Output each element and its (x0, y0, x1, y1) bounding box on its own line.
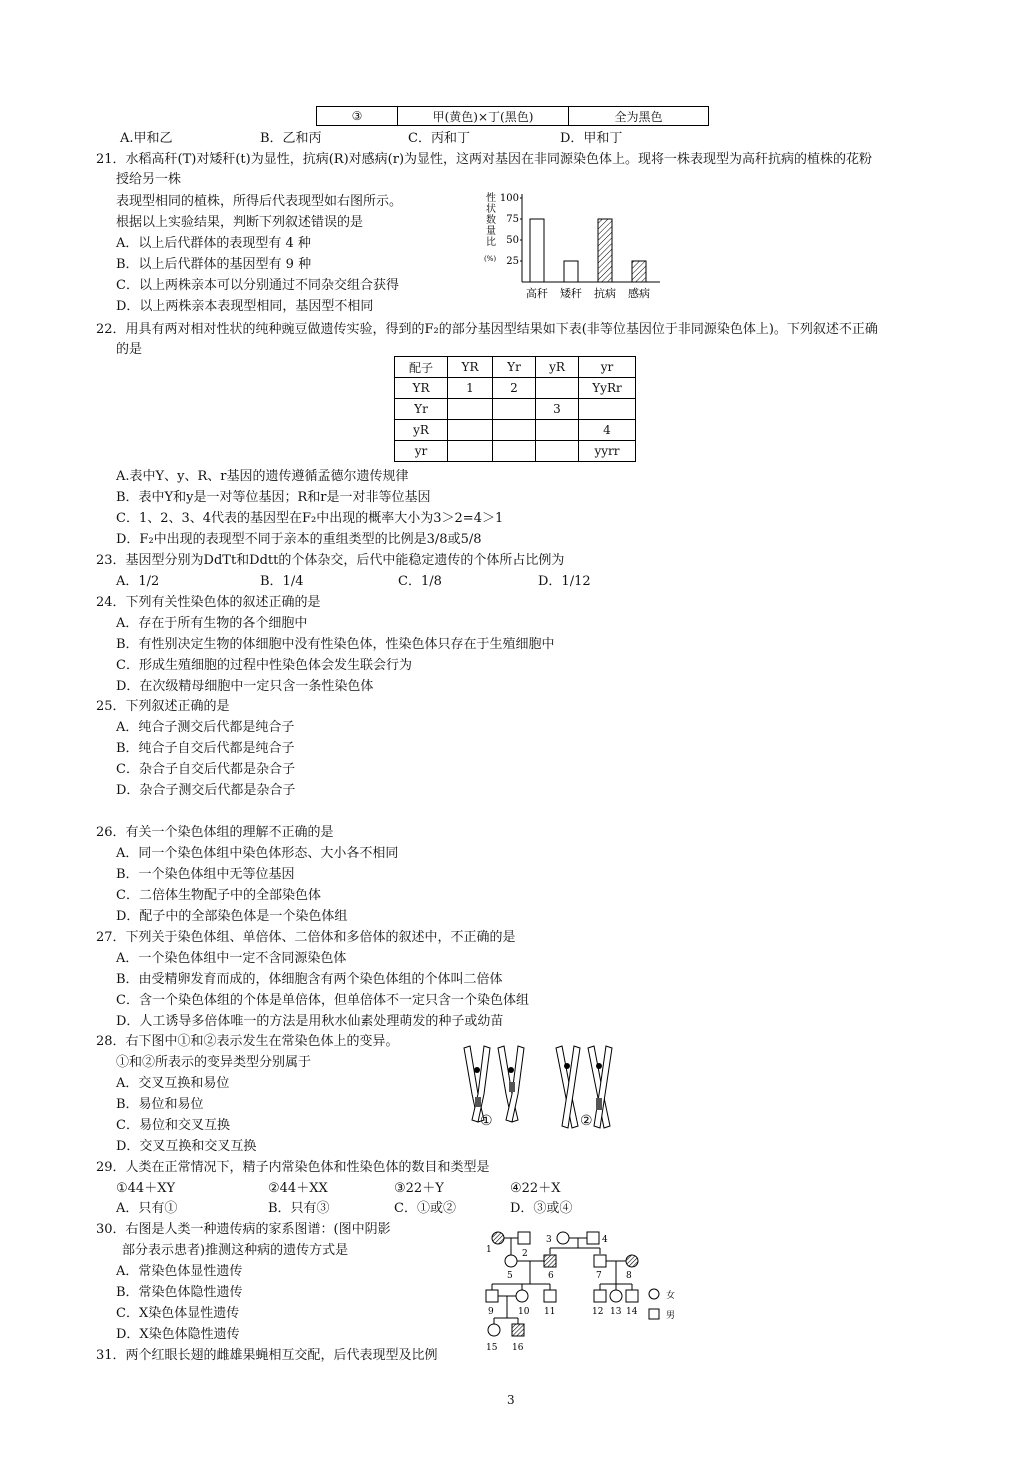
y-tick-label: 25 (506, 256, 519, 267)
q29-option: B．只有③ (268, 1201, 330, 1216)
individual-15 (488, 1324, 500, 1336)
individual-10 (516, 1290, 528, 1302)
q29-item: ①44＋XY (116, 1181, 176, 1196)
cell (536, 441, 579, 462)
pedigree-number: 9 (488, 1307, 494, 1317)
q21-stem-cont: 授给另一株 (116, 172, 182, 187)
cell: Yr (395, 399, 448, 420)
q29-item: ②44＋XX (268, 1181, 328, 1196)
q27-option: A．一个染色体组中一定不含同源染色体 (116, 951, 347, 966)
bar-抗病 (598, 219, 612, 282)
q24-option: C．形成生殖细胞的过程中性染色体会发生联会行为 (116, 658, 412, 673)
q30-option: D．X染色体隐性遗传 (116, 1327, 240, 1342)
q26-option: D．配子中的全部染色体是一个染色体组 (116, 909, 348, 924)
cell (448, 420, 493, 441)
q26-option: C．二倍体生物配子中的全部染色体 (116, 888, 321, 903)
q25-option: B．纯合子自交后代都是纯合子 (116, 741, 295, 756)
q22-stem-cont: 的是 (116, 342, 143, 357)
q23-option: B．1/4 (260, 574, 304, 589)
bar-矮秆 (564, 261, 578, 282)
pedigree-number: 11 (544, 1307, 556, 1317)
pedigree-number: 7 (596, 1271, 602, 1281)
cell (579, 399, 636, 420)
q20-option-c: C．丙和丁 (408, 131, 470, 146)
cell (536, 420, 579, 441)
y-tick-label: 50 (506, 235, 519, 246)
q21-question: 根据以上实验结果，判断下列叙述错误的是 (116, 215, 364, 230)
figure-label-2: ② (580, 1113, 593, 1129)
q30-option: C．X染色体显性遗传 (116, 1306, 240, 1321)
pedigree-chart (482, 1226, 692, 1356)
x-category-label: 高秆 (526, 287, 548, 300)
individual-8 (626, 1255, 638, 1267)
header-cell: Yr (493, 357, 536, 378)
pedigree-number: 5 (507, 1271, 513, 1281)
y-axis-label-char: 数 (486, 215, 496, 226)
q21-option: A．以上后代群体的表现型有 4 种 (116, 236, 311, 251)
q28-stem: 28．右下图中①和②表示发生在常染色体上的变异。 (96, 1034, 399, 1049)
cell (493, 399, 536, 420)
legend-male-symbol (649, 1309, 659, 1319)
q20-option-d: D．甲和丁 (560, 131, 623, 146)
table-row (395, 420, 636, 441)
table-row (395, 378, 636, 399)
cell: yyrr (579, 441, 636, 462)
chromosome-pair-1 (464, 1046, 524, 1122)
figure-label-1: ① (480, 1113, 493, 1129)
q24-option: B．有性别决定生物的体细胞中没有性染色体，性染色体只存在于生殖细胞中 (116, 637, 555, 652)
q26-option: A．同一个染色体组中染色体形态、大小各不相同 (116, 846, 399, 861)
legend-female-label: 女 (666, 1291, 676, 1301)
cell: YyRr (579, 378, 636, 399)
q23-stem: 23．基因型分别为DdTt和Ddtt的个体杂交，后代中能稳定遗传的个体所占比例为 (96, 553, 565, 568)
x-category-label: 抗病 (594, 287, 616, 300)
q30-option: B．常染色体隐性遗传 (116, 1285, 243, 1300)
q21-option: B．以上后代群体的基因型有 9 种 (116, 257, 312, 272)
q21-option: C．以上两株亲本可以分别通过不同杂交组合获得 (116, 278, 399, 293)
cross-table-row (316, 106, 709, 126)
page-number: 3 (507, 1393, 515, 1407)
cross-pair: 甲(黄色)×丁(黑色) (398, 107, 569, 126)
q24-option: A．存在于所有生物的各个细胞中 (116, 616, 308, 631)
pedigree-number: 2 (522, 1249, 528, 1259)
individual-14 (626, 1290, 638, 1302)
x-category-label: 感病 (628, 287, 650, 300)
q25-option: D．杂合子测交后代都是杂合子 (116, 783, 296, 798)
q22-option: C．1、2、3、4代表的基因型在F₂中出现的概率大小为3＞2=4＞1 (116, 511, 504, 526)
header-cell: 配子 (395, 357, 448, 378)
q29-item: ④22＋X (510, 1181, 561, 1196)
cell (493, 420, 536, 441)
cell (493, 441, 536, 462)
pedigree-number: 14 (626, 1307, 638, 1317)
pedigree-number: 10 (518, 1307, 530, 1317)
q28-option: A．交叉互换和易位 (116, 1076, 230, 1091)
individual-5 (505, 1255, 517, 1267)
q26-option: B．一个染色体组中无等位基因 (116, 867, 295, 882)
individual-11 (544, 1290, 556, 1302)
y-axis-label-char: 状 (486, 204, 496, 215)
q22-option: B．表中Y和y是一对等位基因；R和r是一对非等位基因 (116, 490, 431, 505)
individual-9 (486, 1290, 498, 1302)
q29-option: C．①或② (394, 1201, 456, 1216)
q29-stem: 29．人类在正常情况下，精子内常染色体和性染色体的数目和类型是 (96, 1160, 490, 1175)
q21-bar-chart (484, 190, 674, 302)
cell: 2 (493, 378, 536, 399)
cell: 1 (448, 378, 493, 399)
q28-option: D．交叉互换和交叉互换 (116, 1139, 257, 1154)
individual-4 (587, 1232, 599, 1244)
q23-option: A．1/2 (116, 574, 160, 589)
q30-stem-cont: 部分表示患者)推测这种病的遗传方式是 (122, 1243, 349, 1258)
y-axis-label-char: 比 (486, 237, 496, 248)
y-tick-label: 100 (499, 193, 519, 204)
q27-option: C．含一个染色体组的个体是单倍体，但单倍体不一定只含一个染色体组 (116, 993, 529, 1008)
q27-stem: 27．下列关于染色体组、单倍体、二倍体和多倍体的叙述中，不正确的是 (96, 930, 516, 945)
pedigree-number: 8 (626, 1271, 632, 1281)
q24-stem: 24．下列有关性染色体的叙述正确的是 (96, 595, 321, 610)
q27-option: B．由受精卵发育而成的，体细胞含有两个染色体组的个体叫二倍体 (116, 972, 503, 987)
q21-stem: 21．水稻高秆(T)对矮秆(t)为显性，抗病(R)对感病(r)为显性，这两对基因在非同源染色体上。现将一株表现型为高秆抗病的植株的花粉 (96, 152, 873, 167)
x-category-label: 矮秆 (560, 287, 582, 300)
q29-item: ③22＋Y (394, 1181, 444, 1196)
q21-stem-cont2: 表现型相同的植株，所得后代表现型如右图所示。 (116, 194, 403, 209)
q29-option: A．只有① (116, 1201, 178, 1216)
legend-male-label: 男 (666, 1311, 676, 1321)
individual-12 (594, 1290, 606, 1302)
pedigree-number: 1 (486, 1245, 492, 1255)
gamete-table-header (395, 357, 636, 378)
q22-option: A.表中Y、y、R、r基因的遗传遵循孟德尔遗传规律 (116, 469, 409, 484)
individual-13 (610, 1290, 622, 1302)
q28-option: C．易位和交叉互换 (116, 1118, 230, 1133)
q28-option: B．易位和易位 (116, 1097, 204, 1112)
cross-num: ③ (317, 107, 398, 126)
individual-1 (492, 1232, 504, 1244)
table-row (395, 441, 636, 462)
cell: YR (395, 378, 448, 399)
y-tick-label: 75 (506, 214, 519, 225)
individual-3 (557, 1232, 569, 1244)
cell: yr (395, 441, 448, 462)
pedigree-number: 15 (486, 1343, 498, 1353)
legend-female-symbol (649, 1289, 659, 1299)
header-cell: yR (536, 357, 579, 378)
q28-stem-cont: ①和②所表示的变异类型分别属于 (116, 1055, 312, 1070)
individual-7 (594, 1255, 606, 1267)
cell: 3 (536, 399, 579, 420)
q22-option: D．F₂中出现的表现型不同于亲本的重组类型的比例是3/8或5/8 (116, 532, 482, 547)
cell (448, 399, 493, 420)
q25-option: C．杂合子自交后代都是杂合子 (116, 762, 295, 777)
y-axis-label-char: 性 (486, 193, 496, 204)
q23-option: C．1/8 (398, 574, 442, 589)
q30-stem: 30．右图是人类一种遗传病的家系图谱：(图中阴影 (96, 1222, 391, 1237)
q30-option: A．常染色体显性遗传 (116, 1264, 243, 1279)
y-axis-label-char: 量 (486, 226, 496, 237)
individual-2 (518, 1232, 530, 1244)
pedigree-number: 16 (512, 1343, 524, 1353)
pedigree-number: 12 (592, 1307, 604, 1317)
y-axis-title (484, 191, 496, 263)
cell: 4 (579, 420, 636, 441)
q25-option: A．纯合子测交后代都是纯合子 (116, 720, 295, 735)
cell (448, 441, 493, 462)
cell (536, 378, 579, 399)
header-cell: YR (448, 357, 493, 378)
q31-stem: 31．两个红眼长翅的雌雄果蝇相互交配，后代表现型及比例 (96, 1348, 438, 1363)
pedigree-number: 13 (610, 1307, 622, 1317)
cell: yR (395, 420, 448, 441)
table-row (395, 399, 636, 420)
q29-option: D．③或④ (510, 1201, 573, 1216)
pedigree-number: 6 (548, 1271, 554, 1281)
q27-option: D．人工诱导多倍体唯一的方法是用秋水仙素处理萌发的种子或幼苗 (116, 1014, 504, 1029)
header-cell: yr (579, 357, 636, 378)
q20-option-a: A.甲和乙 (120, 131, 173, 146)
individual-6 (544, 1255, 556, 1267)
bar-感病 (632, 261, 646, 282)
individual-16 (512, 1324, 524, 1336)
q21-option: D．以上两株亲本表现型相同，基因型不相同 (116, 299, 374, 314)
q25-stem: 25．下列叙述正确的是 (96, 699, 230, 714)
q20-option-b: B．乙和丙 (260, 131, 322, 146)
q24-option: D．在次级精母细胞中一定只含一条性染色体 (116, 679, 374, 694)
pedigree-number: 4 (602, 1235, 608, 1245)
y-axis-unit: (%) (484, 255, 497, 263)
cross-result: 全为黑色 (569, 107, 709, 126)
pedigree-number: 3 (546, 1235, 552, 1245)
q23-option: D．1/12 (538, 574, 591, 589)
q26-stem: 26．有关一个染色体组的理解不正确的是 (96, 825, 334, 840)
gamete-table (394, 356, 636, 462)
q22-stem: 22．用具有两对相对性状的纯种豌豆做遗传实验，得到的F₂的部分基因型结果如下表(非等位基因位于非同源染色体上)。下列叙述不正确 (96, 322, 878, 337)
bar-高秆 (530, 219, 544, 282)
